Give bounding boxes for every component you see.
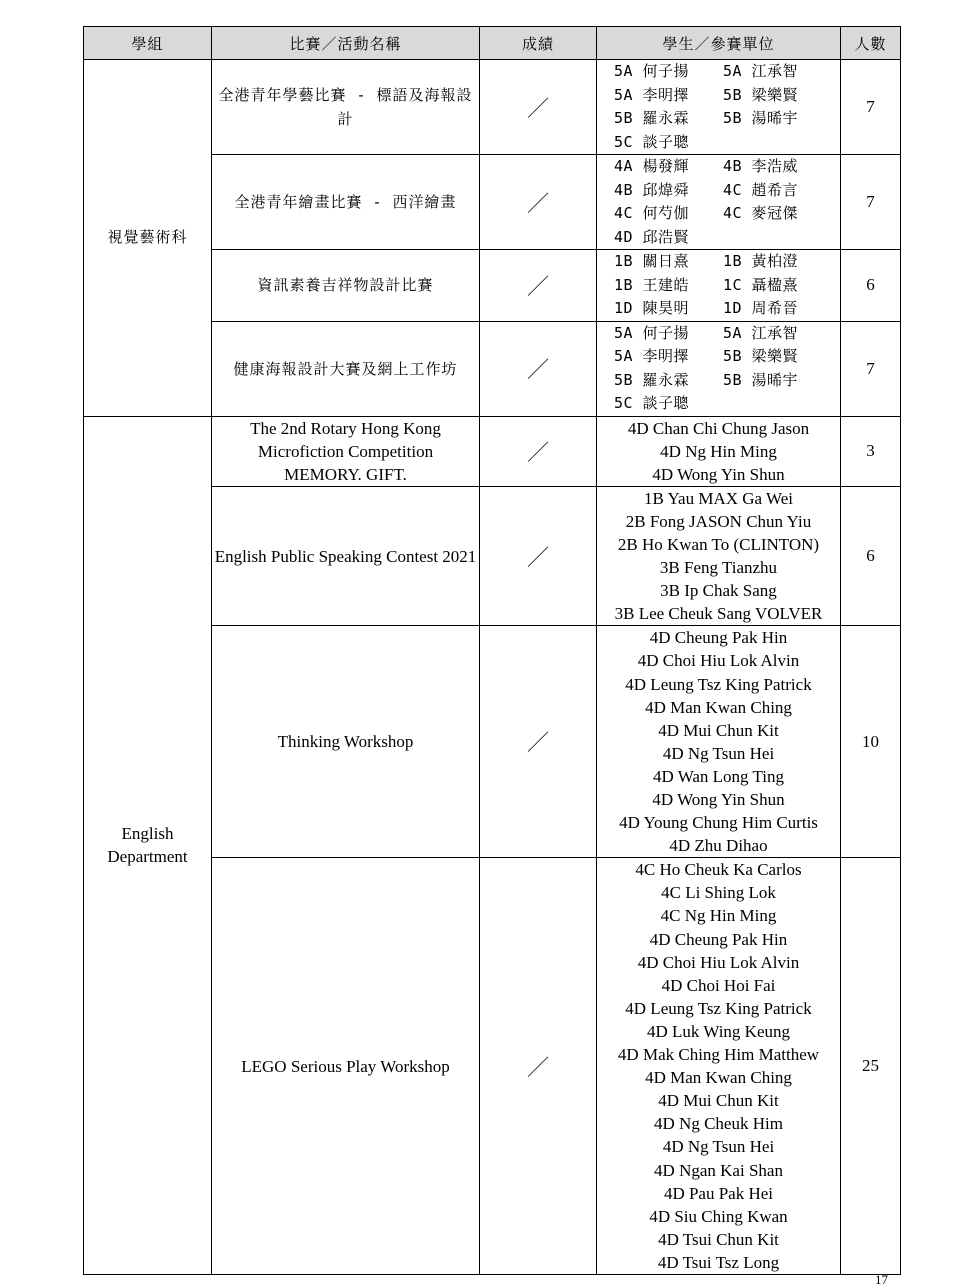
department-cell: English Department — [84, 416, 212, 1274]
student-name: 5C 談子聰 — [613, 394, 690, 412]
page-number: 17 — [875, 1272, 888, 1287]
count-cell: 7 — [841, 155, 901, 250]
student-name: 4C Ng Hin Ming — [660, 906, 777, 926]
table-row — [84, 416, 901, 486]
student-name: 5B 湯晞宇 — [722, 370, 799, 389]
student-name: 1B 關日熹 — [613, 252, 690, 270]
count-cell: 7 — [841, 321, 901, 416]
count-cell: 6 — [841, 486, 901, 626]
count-cell: 25 — [841, 858, 901, 1275]
student-name: 4D Mui Chun Kit — [658, 1091, 779, 1111]
student-name: 4D Cheung Pak Hin — [649, 628, 788, 648]
student-name: 5B 梁樂賢 — [722, 347, 799, 365]
student-name: 5C 談子聰 — [613, 132, 690, 151]
competition-cell: The 2nd Rotary Hong Kong Microfiction Competition MEMORY. GIFT. — [212, 416, 480, 486]
student-name: 4D Man Kwan Ching — [645, 1068, 792, 1088]
student-name: 3B Lee Cheuk Sang VOLVER — [614, 604, 823, 624]
student-name: 4D Choi Hiu Lok Alvin — [637, 651, 800, 671]
students-cell — [597, 250, 841, 322]
student-name: 1B 黃柏澄 — [722, 252, 799, 270]
student-name: 4D Siu Ching Kwan — [649, 1206, 788, 1226]
result-cell: ／ — [480, 858, 597, 1275]
result-cell: ／ — [480, 155, 597, 250]
student-name: 4D Zhu Dihao — [669, 836, 768, 856]
student-name: 4D Ngan Kai Shan — [654, 1160, 783, 1180]
count-cell: 3 — [841, 416, 901, 486]
result-cell: ／ — [480, 321, 597, 416]
student-name: 4A 楊發輝 — [613, 157, 690, 175]
student-name: 4D Mak Ching Him Matthew — [617, 1045, 820, 1065]
competition-table — [83, 26, 901, 1275]
student-name: 1D 周希晉 — [722, 299, 799, 317]
student-name: 1B 王建皓 — [613, 275, 690, 294]
competition-cell: 健康海報設計大賽及網上工作坊 — [212, 321, 480, 416]
students-cell — [597, 858, 841, 1275]
students-cell — [597, 321, 841, 416]
student-name: 1C 聶楹熹 — [722, 275, 799, 294]
student-name: 4D Mui Chun Kit — [658, 720, 779, 740]
student-name: 4C 何芍伽 — [613, 204, 690, 222]
header-competition: 比賽／活動名稱 — [212, 27, 480, 60]
header-row — [84, 27, 901, 60]
student-name: 3B Feng Tianzhu — [659, 558, 778, 578]
competition-cell: English Public Speaking Contest 2021 — [212, 486, 480, 626]
students-cell — [597, 60, 841, 155]
students-cell — [597, 416, 841, 486]
student-name: 5A 何子揚 — [613, 62, 690, 80]
student-name: 4D Wong Yin Shun — [652, 464, 785, 484]
student-name: 5A 江承智 — [722, 62, 799, 80]
student-name: 4D Choi Hiu Lok Alvin — [637, 952, 800, 972]
count-cell: 6 — [841, 250, 901, 322]
competition-cell: LEGO Serious Play Workshop — [212, 858, 480, 1275]
student-name: 4D Choi Hoi Fai — [661, 975, 776, 995]
student-name: 4C 趙希言 — [722, 180, 799, 199]
department-cell: 視覺藝術科 — [84, 60, 212, 417]
student-name: 5A 江承智 — [722, 323, 799, 342]
student-name: 4D Tsui Chun Kit — [658, 1229, 779, 1249]
student-name: 4D Ng Cheuk Him — [654, 1114, 783, 1134]
header-result: 成績 — [480, 27, 597, 60]
student-name: 4D Young Chung Him Curtis — [619, 813, 818, 833]
student-name: 5B 羅永霖 — [613, 370, 690, 389]
student-name: 1B Yau MAX Ga Wei — [644, 488, 793, 508]
result-cell: ／ — [480, 626, 597, 858]
student-name: 4D Pau Pak Hei — [663, 1183, 774, 1203]
count-cell: 10 — [841, 626, 901, 858]
count-cell: 7 — [841, 60, 901, 155]
student-name: 5A 李明擇 — [613, 85, 690, 104]
student-name: 4D Tsui Tsz Long — [657, 1252, 780, 1272]
table-row — [84, 60, 901, 155]
student-name: 5B 梁樂賢 — [722, 85, 799, 104]
student-name: 4D Wan Long Ting — [652, 766, 785, 786]
students-cell — [597, 626, 841, 858]
student-name: 4D Ng Hin Ming — [660, 441, 777, 461]
student-name: 4B 李浩威 — [722, 157, 799, 175]
students-cell — [597, 486, 841, 626]
competition-cell: 資訊素養吉祥物設計比賽 — [212, 250, 480, 322]
header-group: 學組 — [84, 27, 212, 60]
student-name: 4D Leung Tsz King Patrick — [625, 674, 812, 694]
result-cell: ／ — [480, 60, 597, 155]
student-name: 5B 湯晞宇 — [722, 109, 799, 127]
student-name: 2B Ho Kwan To (CLINTON) — [617, 534, 820, 554]
student-name: 2B Fong JASON Chun Yiu — [625, 511, 812, 531]
header-count: 人數 — [841, 27, 901, 60]
student-name: 1D 陳昊明 — [613, 299, 690, 317]
student-name: 5A 何子揚 — [613, 323, 690, 342]
student-name: 3B Ip Chak Sang — [660, 581, 777, 601]
student-name: 4C 麥冠傑 — [722, 204, 799, 222]
student-name: 4B 邱煒舜 — [613, 180, 690, 199]
student-name: 4D Luk Wing Keung — [646, 1021, 790, 1041]
student-name: 4D Man Kwan Ching — [645, 697, 792, 717]
student-name: 4D Leung Tsz King Patrick — [625, 998, 812, 1018]
student-name: 4D Wong Yin Shun — [652, 790, 785, 809]
competition-cell: 全港青年繪畫比賽 - 西洋繪畫 — [212, 155, 480, 250]
student-name: 4C Li Shing Lok — [661, 883, 776, 903]
result-cell: ／ — [480, 250, 597, 322]
student-name: 4C Ho Cheuk Ka Carlos — [635, 860, 802, 880]
student-name: 4D Cheung Pak Hin — [649, 929, 788, 949]
header-students: 學生／參賽單位 — [597, 27, 841, 60]
students-cell — [597, 155, 841, 250]
student-name: 4D Chan Chi Chung Jason — [627, 418, 810, 438]
competition-cell: 全港青年學藝比賽 - 標語及海報設計 — [212, 60, 480, 155]
result-cell: ／ — [480, 416, 597, 486]
competition-cell: Thinking Workshop — [212, 626, 480, 858]
student-name: 5B 羅永霖 — [613, 109, 690, 127]
result-cell: ／ — [480, 486, 597, 626]
student-name: 4D 邱浩賢 — [613, 227, 690, 246]
student-name: 4D Ng Tsun Hei — [662, 743, 775, 763]
student-name: 4D Ng Tsun Hei — [662, 1137, 775, 1157]
student-name: 5A 李明擇 — [613, 347, 690, 365]
